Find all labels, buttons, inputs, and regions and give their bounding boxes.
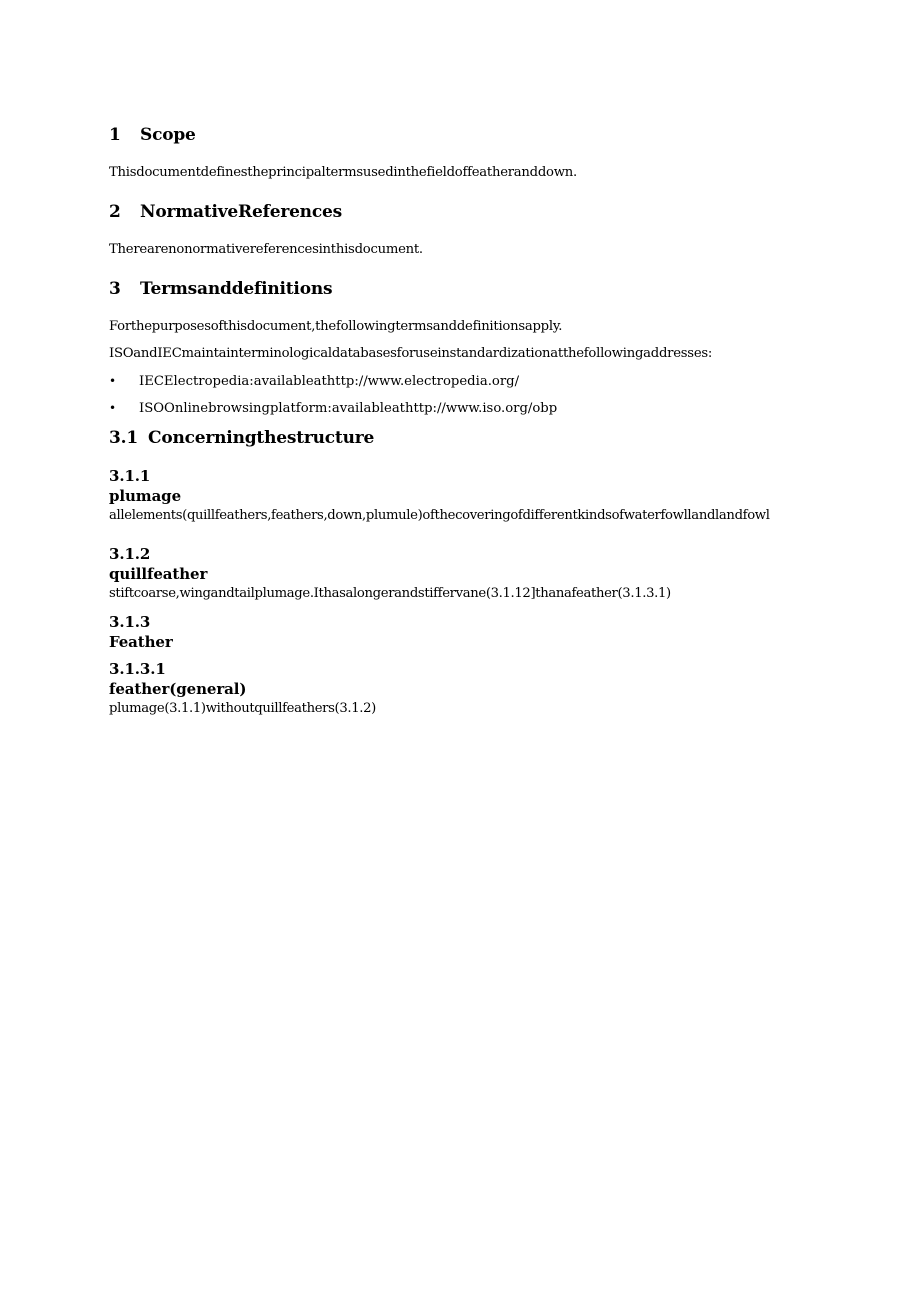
section-heading-normative-references	[109, 202, 342, 222]
term-number: 3.1.1	[109, 467, 151, 485]
list-item	[109, 374, 519, 389]
section-heading-scope	[109, 125, 196, 145]
terms-databases-paragraph: ISOandIECmaintainterminologicaldatabasesforuseinstandardizationatthefollowingaddresses:	[109, 346, 713, 361]
section-number: 2	[109, 202, 121, 222]
bullet-symbol: •	[109, 374, 117, 388]
term-name: Feather	[109, 633, 173, 651]
term-definition: plumage(3.1.1)withoutquillfeathers(3.1.2)	[109, 701, 376, 716]
section-title: Scope	[140, 125, 196, 145]
subsection-heading-structure	[109, 428, 374, 448]
term-name: plumage	[109, 487, 182, 505]
term-definition: allelements(quillfeathers,feathers,down,plumule)ofthecoveringofdifferentkindsofwaterfowllandlandfowl	[109, 508, 770, 523]
section-heading-terms-and-definitions	[109, 279, 332, 299]
term-number: 3.1.3	[109, 613, 151, 631]
term-name: quillfeather	[109, 565, 208, 583]
bullet-text: IECElectropedia:availableathttp://www.electropedia.org/	[139, 374, 520, 389]
term-definition: stiftcoarse,wingandtailplumage.Ithasalongerandstiffervane(3.1.12]thanafeather(3.1.3.1)	[109, 586, 671, 601]
normative-references-paragraph: Therearenonormativereferencesinthisdocument.	[109, 242, 423, 257]
term-name: feather(general)	[109, 680, 247, 698]
subsection-number: 3.1	[109, 428, 138, 448]
scope-paragraph: Thisdocumentdefinestheprincipaltermsusedinthefieldoffeatheranddown.	[109, 165, 577, 180]
section-number: 1	[109, 125, 121, 145]
section-number: 3	[109, 279, 121, 299]
subsection-title: Concerningthestructure	[148, 428, 375, 448]
section-title: NormativeReferences	[140, 202, 342, 222]
bullet-text: ISOOnlinebrowsingplatform:availableathttp://www.iso.org/obp	[139, 401, 558, 416]
list-item	[109, 401, 557, 416]
section-title: Termsanddefinitions	[140, 279, 333, 299]
bullet-symbol: •	[109, 401, 117, 415]
terms-intro-paragraph: Forthepurposesofthisdocument,thefollowingtermsanddefinitionsapply.	[109, 319, 563, 334]
term-number: 3.1.2	[109, 545, 151, 563]
term-number: 3.1.3.1	[109, 660, 166, 678]
